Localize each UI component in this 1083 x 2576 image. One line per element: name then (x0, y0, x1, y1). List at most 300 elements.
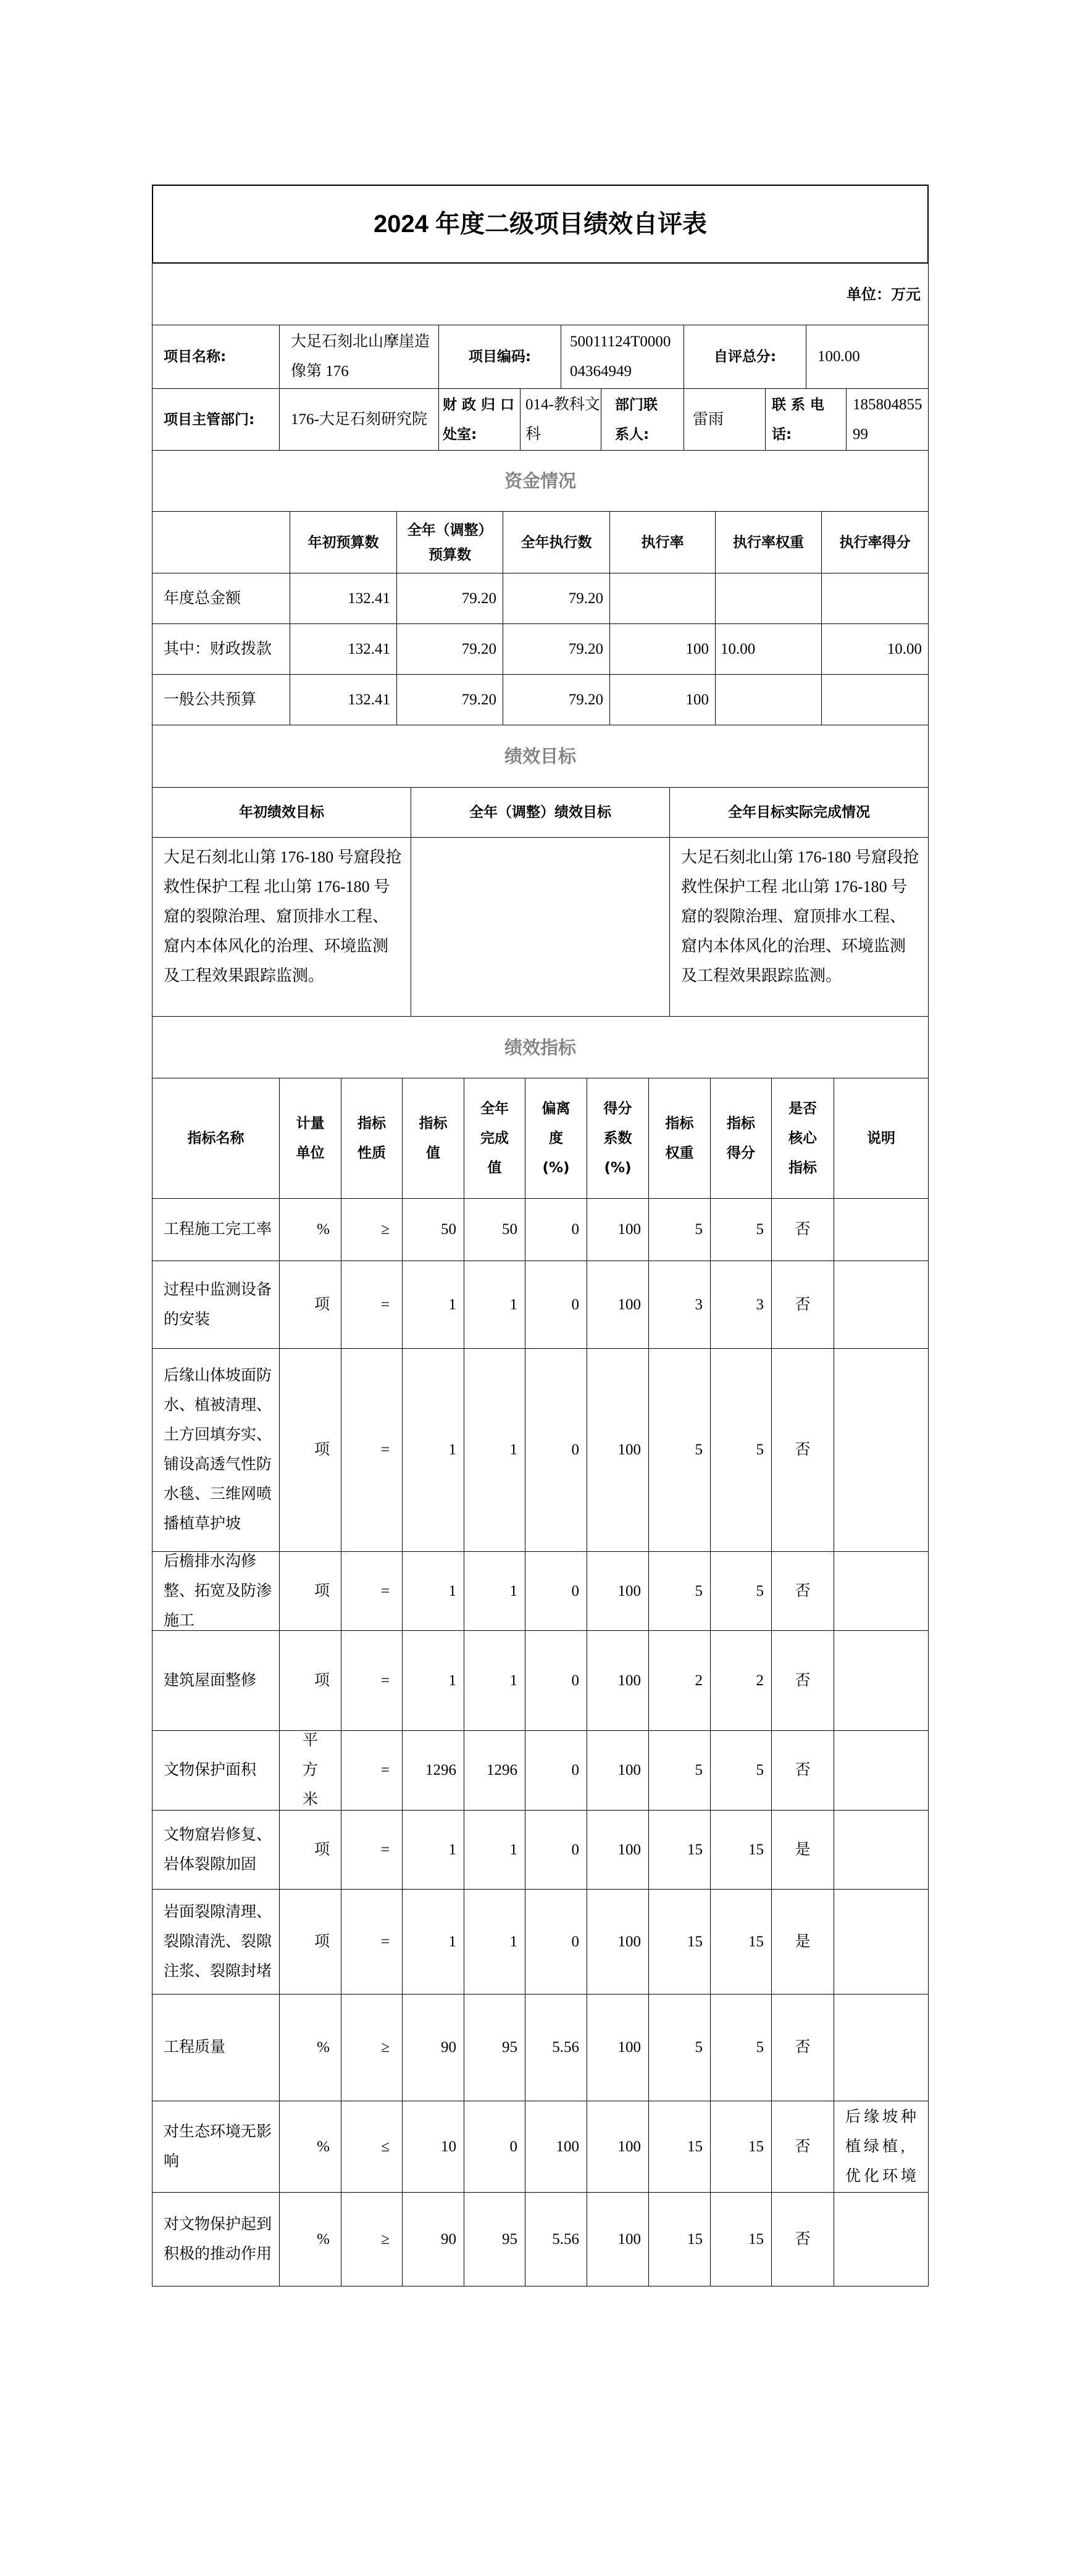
actual-value: 95 (502, 2230, 517, 2248)
funding-row-0-col-1 (290, 573, 397, 624)
indicator-row-4-actual-value-cell (464, 1630, 525, 1731)
indicator-row-8-indicator-name-cell (152, 1994, 280, 2101)
target-value: 1 (448, 1582, 456, 1599)
unit: 项 (314, 1933, 330, 1950)
indicator-row-2-remark-cell (834, 1348, 929, 1552)
nature: = (380, 1841, 390, 1858)
indicator-row-6-score-cell (710, 1810, 772, 1890)
indicator-row-0-indicator-name-cell (152, 1198, 280, 1261)
indicator-row-5-is-core-cell (771, 1730, 834, 1811)
indicator-name: 岩面裂隙清理、裂隙清洗、裂隙注浆、裂隙封堵 (164, 1903, 272, 1980)
self-score-label: 自评总分: (713, 349, 777, 365)
indicator-row-3-nature-cell (341, 1551, 403, 1631)
funding-row-label: 年度总金额 (164, 590, 241, 607)
goal-text: 大足石刻北山第 176-180 号窟段抢救性保护工程 北山第 176-180 号窟的裂隙治理、窟顶排水工程、窟内本体风化的治理、环境监测及工程效果跟踪监测。 (164, 848, 402, 985)
funding-row-0-col-0 (152, 573, 290, 624)
funding-row-0-col-5 (715, 573, 822, 624)
goal-header: 全年目标实际完成情况 (728, 804, 870, 820)
contact-label: 部门联系人: (615, 396, 658, 443)
indicator-row-10-score-cell (710, 2192, 772, 2286)
indicator-header: 说明 (867, 1130, 895, 1146)
unit: 项 (314, 1582, 330, 1599)
indicator-row-3-weight-cell (648, 1551, 711, 1631)
goal-header-cell (152, 787, 411, 838)
funding-value: 79.20 (568, 691, 603, 708)
indicator-row-10-weight-cell (648, 2192, 711, 2286)
indicator-row-1-unit-cell (279, 1261, 341, 1349)
score-coefficient: 100 (617, 1221, 641, 1238)
target-value: 90 (441, 2230, 456, 2248)
project-code-label: 项目编码: (468, 349, 532, 365)
funding-value: 100 (685, 691, 709, 708)
score: 2 (756, 1672, 764, 1689)
indicator-row-0-score-cell (710, 1198, 772, 1261)
self-score-value: 100.00 (817, 348, 860, 365)
is-core: 否 (795, 1582, 811, 1599)
funding-header-cell (503, 511, 610, 573)
indicator-header: 指标得分 (727, 1115, 755, 1161)
indicator-row-2-target-value-cell (402, 1348, 464, 1552)
indicator-row-6-deviation-cell (525, 1810, 587, 1890)
indicator-row-9-target-value-cell (402, 2101, 464, 2193)
indicator-row-5-indicator-name-cell (152, 1730, 280, 1811)
weight: 5 (695, 1582, 703, 1599)
indicator-row-9-remark-cell (834, 2101, 929, 2193)
dept-label-cell (152, 388, 280, 451)
indicator-row-10-indicator-name-cell (152, 2192, 280, 2286)
project-name-cell (279, 325, 439, 389)
project-name-value: 大足石刻北山摩崖造像第 176 (291, 333, 430, 380)
indicator-row-7-actual-value-cell (464, 1889, 525, 1995)
phone-value: 18580485599 (853, 396, 922, 443)
indicator-row-3-is-core-cell (771, 1551, 834, 1631)
indicator-row-7-score-cell (710, 1889, 772, 1995)
form-title-cell (152, 185, 929, 264)
target-value: 1 (448, 1672, 456, 1689)
nature: ≥ (381, 2230, 390, 2248)
deviation: 0 (571, 1672, 579, 1689)
indicator-row-1-indicator-name-cell (152, 1261, 280, 1349)
indicator-row-10-remark-cell (834, 2192, 929, 2286)
indicator-row-2-weight-cell (648, 1348, 711, 1552)
score: 15 (748, 2230, 764, 2248)
indicator-row-9-score-cell (710, 2101, 772, 2193)
indicator-name: 工程质量 (164, 2039, 226, 2056)
score-coefficient: 100 (617, 1672, 641, 1689)
indicator-row-8-unit-cell (279, 1994, 341, 2101)
actual-value: 50 (502, 1221, 517, 1238)
indicator-row-7-unit-cell (279, 1889, 341, 1995)
funding-value: 132.41 (348, 590, 390, 607)
unit: 平方米 (302, 1732, 318, 1808)
form-title: 2024 年度二级项目绩效自评表 (373, 210, 708, 238)
score: 5 (756, 1221, 764, 1238)
indicator-row-8-is-core-cell (771, 1994, 834, 2101)
unit: % (317, 2138, 330, 2155)
weight: 15 (687, 2230, 703, 2248)
weight: 15 (687, 1841, 703, 1858)
indicator-header: 指标性质 (358, 1115, 386, 1161)
finance-office-cell (520, 388, 601, 451)
indicators-section-header (152, 1016, 929, 1078)
target-value: 1 (448, 1296, 456, 1313)
goal-text-cell (669, 837, 929, 1017)
indicator-row-3-deviation-cell (525, 1551, 587, 1631)
score: 3 (756, 1296, 764, 1313)
nature: = (380, 1762, 390, 1778)
indicator-row-2-deviation-cell (525, 1348, 587, 1552)
funding-header-cell (290, 511, 397, 573)
indicator-row-6-remark-cell (834, 1810, 929, 1890)
indicator-header-cell (710, 1078, 772, 1199)
indicator-row-10-deviation-cell (525, 2192, 587, 2286)
indicator-row-8-score-cell (710, 1994, 772, 2101)
funding-value: 100 (685, 640, 709, 657)
unit: % (317, 1221, 330, 1238)
indicator-row-4-remark-cell (834, 1630, 929, 1731)
is-core: 否 (795, 2230, 811, 2248)
indicator-row-7-weight-cell (648, 1889, 711, 1995)
indicator-row-5-score-coefficient-cell (587, 1730, 649, 1811)
indicator-row-4-nature-cell (341, 1630, 403, 1731)
funding-header-cell (396, 511, 503, 573)
indicator-header: 指标权重 (665, 1115, 694, 1161)
indicator-header-cell (152, 1078, 280, 1199)
indicator-header-cell (771, 1078, 834, 1199)
indicator-row-8-score-coefficient-cell (587, 1994, 649, 2101)
indicator-row-0-score-coefficient-cell (587, 1198, 649, 1261)
score: 5 (756, 1441, 764, 1458)
finance-office-label: 财 政 归 口处室: (443, 396, 515, 443)
indicator-row-7-deviation-cell (525, 1889, 587, 1995)
funding-row-1-col-6 (821, 623, 929, 675)
indicator-row-3-score-coefficient-cell (587, 1551, 649, 1631)
score-coefficient: 100 (617, 2230, 641, 2248)
score-coefficient: 100 (617, 1296, 641, 1313)
score-coefficient: 100 (617, 2138, 641, 2155)
indicator-row-6-target-value-cell (402, 1810, 464, 1890)
indicator-row-6-unit-cell (279, 1810, 341, 1890)
nature: ≤ (381, 2138, 390, 2155)
indicator-row-0-unit-cell (279, 1198, 341, 1261)
funding-header: 执行率得分 (839, 534, 911, 551)
indicator-row-5-score-cell (710, 1730, 772, 1811)
actual-value: 0 (509, 2138, 517, 2155)
funding-value: 132.41 (348, 691, 390, 708)
indicator-row-3-unit-cell (279, 1551, 341, 1631)
indicator-row-4-score-coefficient-cell (587, 1630, 649, 1731)
actual-value: 95 (502, 2039, 517, 2056)
funding-value: 10.00 (887, 640, 922, 657)
deviation: 5.56 (552, 2039, 579, 2056)
nature: = (380, 1296, 390, 1313)
deviation: 100 (556, 2138, 579, 2155)
actual-value: 1 (509, 1582, 517, 1599)
indicator-header: 得分系数(%) (603, 1101, 632, 1176)
finance-office-label-cell (438, 388, 521, 451)
goals-section-header (152, 725, 929, 788)
score-coefficient: 100 (617, 1582, 641, 1599)
deviation: 5.56 (552, 2230, 579, 2248)
indicator-row-4-weight-cell (648, 1630, 711, 1731)
phone-label-cell (765, 388, 847, 451)
score-coefficient: 100 (617, 2039, 641, 2056)
actual-value: 1296 (487, 1762, 517, 1778)
indicator-row-5-target-value-cell (402, 1730, 464, 1811)
indicator-row-0-actual-value-cell (464, 1198, 525, 1261)
indicator-row-4-is-core-cell (771, 1630, 834, 1731)
indicator-row-2-actual-value-cell (464, 1348, 525, 1552)
weight: 3 (695, 1296, 703, 1313)
indicator-row-6-actual-value-cell (464, 1810, 525, 1890)
goals-section-title: 绩效目标 (504, 746, 576, 767)
indicator-row-6-is-core-cell (771, 1810, 834, 1890)
indicator-header-cell (402, 1078, 464, 1199)
target-value: 90 (441, 2039, 456, 2056)
funding-value: 79.20 (461, 691, 496, 708)
indicator-row-4-indicator-name-cell (152, 1630, 280, 1731)
indicator-header: 计量单位 (296, 1115, 325, 1161)
indicator-row-5-nature-cell (341, 1730, 403, 1811)
unit: 项 (314, 1441, 330, 1458)
indicator-row-6-weight-cell (648, 1810, 711, 1890)
indicator-name: 对生态环境无影响 (164, 2123, 272, 2170)
deviation: 0 (571, 1296, 579, 1313)
deviation: 0 (571, 1841, 579, 1858)
indicator-row-8-actual-value-cell (464, 1994, 525, 2101)
target-value: 1 (448, 1933, 456, 1950)
indicator-name: 对文物保护起到积极的推动作用 (164, 2215, 272, 2262)
indicator-row-10-unit-cell (279, 2192, 341, 2286)
dept-cell (279, 388, 439, 451)
deviation: 0 (571, 1441, 579, 1458)
is-core: 否 (795, 1762, 811, 1778)
indicator-row-5-actual-value-cell (464, 1730, 525, 1811)
funding-row-2-col-5 (715, 674, 822, 725)
target-value: 50 (441, 1221, 456, 1238)
indicator-row-7-target-value-cell (402, 1889, 464, 1995)
indicator-row-8-nature-cell (341, 1994, 403, 2101)
score: 5 (756, 1762, 764, 1778)
nature: ≥ (381, 1221, 390, 1238)
project-code-value: 50011124T000004364949 (570, 333, 671, 380)
indicator-header: 是否核心指标 (788, 1101, 817, 1176)
indicator-name: 后檐排水沟修整、拓宽及防渗施工 (164, 1553, 272, 1629)
funding-header-cell (152, 511, 290, 573)
indicator-header: 指标名称 (187, 1130, 245, 1146)
indicator-row-5-remark-cell (834, 1730, 929, 1811)
indicator-header: 指标值 (419, 1115, 448, 1161)
indicator-row-5-deviation-cell (525, 1730, 587, 1811)
is-core: 否 (795, 1221, 811, 1238)
phone-cell (846, 388, 929, 451)
indicator-row-9-deviation-cell (525, 2101, 587, 2193)
indicator-row-2-is-core-cell (771, 1348, 834, 1552)
indicator-row-9-unit-cell (279, 2101, 341, 2193)
funding-section-title: 资金情况 (504, 470, 576, 491)
indicator-name: 工程施工完工率 (164, 1221, 272, 1238)
phone-label: 联 系 电 话: (772, 396, 830, 443)
indicator-row-2-nature-cell (341, 1348, 403, 1552)
indicator-name: 文物窟岩修复、岩体裂隙加固 (164, 1826, 272, 1873)
score: 15 (748, 1933, 764, 1950)
indicator-row-6-indicator-name-cell (152, 1810, 280, 1890)
nature: = (380, 1933, 390, 1950)
funding-row-2-col-0 (152, 674, 290, 725)
funding-row-2-col-4 (609, 674, 716, 725)
unit: 项 (314, 1296, 330, 1313)
actual-value: 1 (509, 1672, 517, 1689)
weight: 5 (695, 2039, 703, 2056)
funding-header-cell (715, 511, 822, 573)
indicator-row-0-weight-cell (648, 1198, 711, 1261)
indicator-row-1-is-core-cell (771, 1261, 834, 1349)
weight: 5 (695, 1441, 703, 1458)
weight: 2 (695, 1672, 703, 1689)
indicator-row-1-weight-cell (648, 1261, 711, 1349)
funding-section-header (152, 450, 929, 512)
is-core: 否 (795, 1441, 811, 1458)
actual-value: 1 (509, 1441, 517, 1458)
indicator-row-1-score-cell (710, 1261, 772, 1349)
unit-cell (152, 263, 929, 325)
project-name-label-cell (152, 325, 280, 389)
is-core: 是 (795, 1933, 811, 1950)
funding-row-1-col-1 (290, 623, 397, 675)
weight: 15 (687, 2138, 703, 2155)
target-value: 1 (448, 1441, 456, 1458)
indicator-row-4-target-value-cell (402, 1630, 464, 1731)
funding-row-2-col-6 (821, 674, 929, 725)
actual-value: 1 (509, 1296, 517, 1313)
funding-header: 全年执行数 (521, 534, 592, 551)
indicator-row-0-is-core-cell (771, 1198, 834, 1261)
funding-row-1-col-2 (396, 623, 503, 675)
actual-value: 1 (509, 1933, 517, 1950)
nature: ≥ (381, 2039, 390, 2056)
indicator-row-0-remark-cell (834, 1198, 929, 1261)
indicator-row-4-score-cell (710, 1630, 772, 1731)
indicator-header-cell (279, 1078, 341, 1199)
funding-value: 79.20 (568, 590, 603, 607)
is-core: 否 (795, 2039, 811, 2056)
indicator-row-10-nature-cell (341, 2192, 403, 2286)
nature: = (380, 1441, 390, 1458)
funding-header: 执行率权重 (733, 534, 804, 551)
dept-value: 176-大足石刻研究院 (291, 411, 427, 428)
goal-text-cell (411, 837, 670, 1017)
indicator-row-2-unit-cell (279, 1348, 341, 1552)
indicator-name: 后缘山体坡面防水、植被清理、土方回填夯实、铺设高透气性防水毯、三维网喷播植草护坡 (164, 1367, 272, 1532)
deviation: 0 (571, 1933, 579, 1950)
deviation: 0 (571, 1582, 579, 1599)
funding-row-0-col-3 (503, 573, 610, 624)
indicator-row-8-weight-cell (648, 1994, 711, 2101)
indicator-name: 文物保护面积 (164, 1762, 257, 1778)
funding-row-1-col-0 (152, 623, 290, 675)
indicator-row-2-score-cell (710, 1348, 772, 1552)
remark: 后缘坡种植绿植,优化环境 (845, 2109, 920, 2185)
is-core: 否 (795, 1672, 811, 1689)
indicator-row-9-indicator-name-cell (152, 2101, 280, 2193)
indicator-name: 过程中监测设备的安装 (164, 1281, 272, 1328)
goal-header-cell (669, 787, 929, 838)
indicator-row-1-remark-cell (834, 1261, 929, 1349)
indicator-row-3-score-cell (710, 1551, 772, 1631)
is-core: 否 (795, 2138, 811, 2155)
score-coefficient: 100 (617, 1762, 641, 1778)
indicator-header: 全年完成值 (480, 1101, 509, 1176)
indicator-header-cell (587, 1078, 649, 1199)
indicator-row-10-actual-value-cell (464, 2192, 525, 2286)
deviation: 0 (571, 1221, 579, 1238)
indicator-row-3-actual-value-cell (464, 1551, 525, 1631)
indicator-row-10-target-value-cell (402, 2192, 464, 2286)
unit: 项 (314, 1672, 330, 1689)
nature: = (380, 1672, 390, 1689)
is-core: 否 (795, 1296, 811, 1313)
self-score-cell (806, 325, 929, 389)
indicator-row-10-is-core-cell (771, 2192, 834, 2286)
indicator-row-7-score-coefficient-cell (587, 1889, 649, 1995)
score-coefficient: 100 (617, 1841, 641, 1858)
score: 15 (748, 2138, 764, 2155)
unit: % (317, 2230, 330, 2248)
unit: 项 (314, 1841, 330, 1858)
weight: 5 (695, 1221, 703, 1238)
project-code-cell (561, 325, 684, 389)
indicators-section-title: 绩效指标 (504, 1036, 576, 1058)
contact-label-cell (601, 388, 684, 451)
indicator-row-3-target-value-cell (402, 1551, 464, 1631)
funding-row-2-col-2 (396, 674, 503, 725)
dept-label: 项目主管部门: (164, 411, 255, 428)
weight: 15 (687, 1933, 703, 1950)
indicator-row-7-is-core-cell (771, 1889, 834, 1995)
indicator-row-9-actual-value-cell (464, 2101, 525, 2193)
indicator-row-5-unit-cell (279, 1730, 341, 1811)
score: 5 (756, 1582, 764, 1599)
goal-text: 大足石刻北山第 176-180 号窟段抢救性保护工程 北山第 176-180 号窟的裂隙治理、窟顶排水工程、窟内本体风化的治理、环境监测及工程效果跟踪监测。 (681, 848, 919, 985)
indicator-row-1-score-coefficient-cell (587, 1261, 649, 1349)
funding-row-1-col-3 (503, 623, 610, 675)
indicator-row-7-indicator-name-cell (152, 1889, 280, 1995)
goal-text-cell (152, 837, 411, 1017)
indicator-row-8-deviation-cell (525, 1994, 587, 2101)
indicator-row-4-deviation-cell (525, 1630, 587, 1731)
indicator-row-9-is-core-cell (771, 2101, 834, 2193)
indicator-row-1-target-value-cell (402, 1261, 464, 1349)
target-value: 1296 (425, 1762, 456, 1778)
funding-value: 79.20 (568, 640, 603, 657)
indicator-row-7-remark-cell (834, 1889, 929, 1995)
indicator-row-3-indicator-name-cell (152, 1551, 280, 1631)
indicator-row-8-target-value-cell (402, 1994, 464, 2101)
funding-header: 执行率 (641, 534, 684, 551)
indicator-row-6-nature-cell (341, 1810, 403, 1890)
score-coefficient: 100 (617, 1441, 641, 1458)
indicator-row-10-score-coefficient-cell (587, 2192, 649, 2286)
funding-row-2-col-1 (290, 674, 397, 725)
funding-header-cell (821, 511, 929, 573)
funding-value: 10.00 (721, 640, 756, 657)
indicator-row-3-remark-cell (834, 1551, 929, 1631)
indicator-row-2-score-coefficient-cell (587, 1348, 649, 1552)
score-coefficient: 100 (617, 1933, 641, 1950)
indicator-header-cell (341, 1078, 403, 1199)
indicator-row-1-actual-value-cell (464, 1261, 525, 1349)
indicator-row-0-target-value-cell (402, 1198, 464, 1261)
